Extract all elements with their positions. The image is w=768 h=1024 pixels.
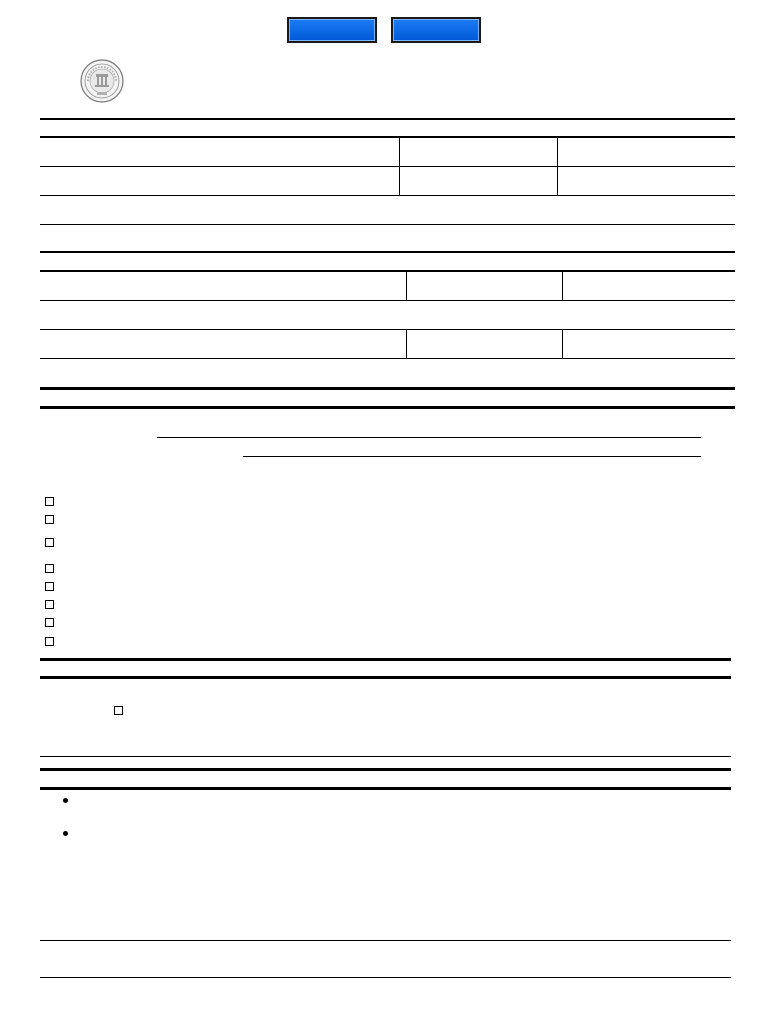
bullet-point bbox=[63, 831, 68, 836]
signature-line bbox=[243, 456, 701, 457]
section-rule bbox=[40, 387, 735, 390]
section-rule bbox=[40, 768, 731, 771]
section-rule bbox=[40, 658, 731, 661]
table-row-divider bbox=[40, 358, 735, 359]
checkbox[interactable] bbox=[45, 497, 54, 506]
table-column-divider bbox=[562, 330, 563, 358]
table-column-divider bbox=[406, 330, 407, 358]
section-rule bbox=[40, 118, 735, 120]
section-rule bbox=[40, 406, 735, 409]
table-row-divider bbox=[40, 166, 735, 167]
top-button-2[interactable] bbox=[391, 17, 481, 43]
checkbox[interactable] bbox=[45, 515, 54, 524]
table-row-divider bbox=[40, 329, 735, 330]
checkbox[interactable] bbox=[45, 582, 54, 591]
state-seal-icon bbox=[80, 59, 124, 103]
checkbox[interactable] bbox=[45, 600, 54, 609]
checkbox[interactable] bbox=[45, 538, 54, 547]
table-column-divider bbox=[557, 137, 558, 195]
checkbox[interactable] bbox=[45, 618, 54, 627]
signature-line bbox=[157, 437, 701, 438]
section-rule bbox=[40, 676, 731, 679]
table-row-divider bbox=[40, 756, 731, 757]
table-column-divider bbox=[562, 271, 563, 300]
bullet-point bbox=[63, 798, 68, 803]
signature-line bbox=[40, 977, 731, 978]
checkbox[interactable] bbox=[114, 706, 123, 715]
checkbox[interactable] bbox=[45, 564, 54, 573]
table-row-divider bbox=[40, 224, 735, 225]
signature-line bbox=[40, 940, 731, 941]
top-button-1[interactable] bbox=[287, 17, 377, 43]
table-row-divider bbox=[40, 300, 735, 301]
section-rule bbox=[40, 251, 735, 253]
section-rule bbox=[40, 787, 731, 790]
section-rule bbox=[40, 136, 735, 138]
table-column-divider bbox=[406, 271, 407, 300]
checkbox[interactable] bbox=[45, 637, 54, 646]
section-rule bbox=[40, 270, 735, 272]
table-row-divider bbox=[40, 195, 735, 196]
table-column-divider bbox=[399, 137, 400, 195]
